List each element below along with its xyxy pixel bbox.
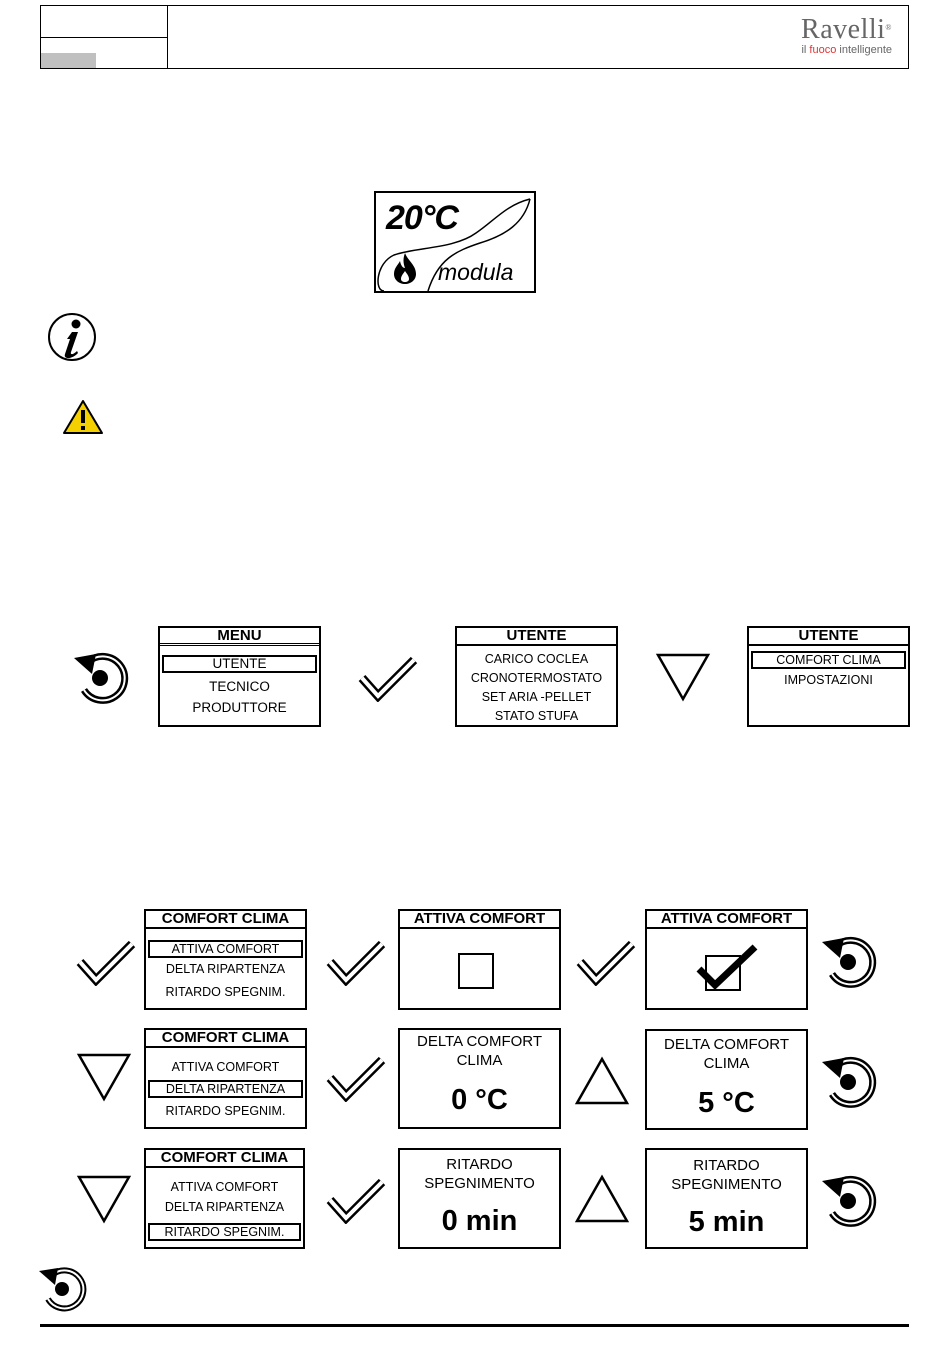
lcd-title: ATTIVA COMFORT [647,911,806,929]
display-mode: modula [438,259,514,285]
menu-item-cronotermostato[interactable]: CRONOTERMOSTATO [470,671,603,685]
menu-item-delta-ripartenza[interactable]: DELTA RIPARTENZA [164,1200,285,1214]
brand-logo: Ravelli® il fuoco intelligente [801,14,892,56]
checkmark-icon[interactable] [326,1174,386,1224]
footer-rule [40,1324,909,1327]
menu-item-carico-coclea[interactable]: CARICO COCLEA [484,652,589,666]
delta-value: 5 °C [698,1087,755,1119]
lcd-title: COMFORT CLIMA [146,1030,305,1048]
up-arrow-icon[interactable] [574,1174,630,1224]
lcd-main-menu [158,626,321,727]
back-icon[interactable] [70,650,130,706]
delay-label-line1: RITARDO [693,1157,760,1174]
menu-item-set-aria-pellet[interactable]: SET ARIA -PELLET [481,690,592,704]
lcd-delta-comfort-before [398,1028,561,1129]
back-icon[interactable] [818,1173,878,1229]
back-icon[interactable] [36,1265,88,1313]
up-arrow-icon[interactable] [574,1056,630,1106]
lcd-title: UTENTE [749,628,908,646]
delta-label-line2: CLIMA [703,1055,750,1072]
lcd-comfort-menu-2 [144,1028,307,1129]
checkmark-icon[interactable] [326,936,386,986]
back-icon[interactable] [818,934,878,990]
menu-item-attiva-comfort[interactable]: ATTIVA COMFORT [148,940,303,958]
delta-label-line2: CLIMA [456,1052,503,1069]
menu-item-produttore[interactable]: PRODUTTORE [192,700,287,715]
delay-value: 0 min [441,1205,518,1237]
menu-item-delta-ripartenza[interactable]: DELTA RIPARTENZA [148,1080,303,1098]
header-gray-block [41,53,96,68]
lcd-ritardo-after [645,1148,808,1249]
lcd-title: COMFORT CLIMA [146,911,305,929]
down-arrow-icon[interactable] [655,652,711,702]
display-temperature: 20°C [386,199,458,237]
menu-item-stato-stufa[interactable]: STATO STUFA [494,709,579,723]
check-mark-icon [695,943,761,993]
checkmark-icon[interactable] [576,936,636,986]
brand-tagline: il fuoco intelligente [801,44,892,56]
warning-icon [62,399,104,435]
lcd-utente-selected [747,626,910,727]
checkmark-icon[interactable] [326,1052,386,1102]
page-header [40,5,909,69]
lcd-ritardo-before [398,1148,561,1249]
menu-item-comfort-clima[interactable]: COMFORT CLIMA [751,651,906,669]
lcd-title: MENU [160,628,319,646]
checkmark-icon[interactable] [76,936,136,986]
delta-label-line1: DELTA COMFORT [663,1036,789,1053]
modula-display [374,191,536,293]
down-arrow-icon[interactable] [76,1052,132,1102]
menu-item-attiva-comfort[interactable]: ATTIVA COMFORT [171,1060,280,1074]
delay-value: 5 min [688,1206,765,1238]
down-arrow-icon[interactable] [76,1174,132,1224]
menu-item-ritardo-spegnim[interactable]: RITARDO SPEGNIM. [148,1223,301,1241]
lcd-attiva-comfort-off [398,909,561,1010]
lcd-utente-menu [455,626,618,727]
info-icon [46,312,98,362]
back-icon[interactable] [818,1054,878,1110]
brand-name: Ravelli [801,14,886,45]
delay-label-line2: SPEGNIMENTO [424,1175,535,1192]
menu-item-delta-ripartenza[interactable]: DELTA RIPARTENZA [165,962,286,976]
lcd-delta-comfort-after [645,1029,808,1130]
delay-label-line1: RITARDO [446,1156,513,1173]
lcd-comfort-menu-3 [144,1148,305,1249]
header-divider [41,37,167,38]
flame-icon [390,251,420,285]
menu-item-ritardo-spegnim[interactable]: RITARDO SPEGNIM. [165,1104,286,1118]
checkmark-icon[interactable] [358,652,418,702]
menu-item-utente[interactable]: UTENTE [162,655,317,673]
lcd-title: COMFORT CLIMA [146,1150,303,1168]
menu-item-ritardo-spegnim[interactable]: RITARDO SPEGNIM. [165,985,286,999]
menu-item-impostazioni[interactable]: IMPOSTAZIONI [784,673,873,687]
menu-item-tecnico[interactable]: TECNICO [209,679,270,694]
lcd-attiva-comfort-on [645,909,808,1010]
comfort-checkbox-unchecked[interactable] [458,953,494,989]
menu-item-attiva-comfort[interactable]: ATTIVA COMFORT [170,1180,279,1194]
lcd-title: ATTIVA COMFORT [400,911,559,929]
delta-label-line1: DELTA COMFORT [416,1033,542,1050]
lcd-comfort-menu-1 [144,909,307,1010]
lcd-title: UTENTE [457,628,616,646]
delta-value: 0 °C [451,1084,508,1116]
delay-label-line2: SPEGNIMENTO [671,1176,782,1193]
